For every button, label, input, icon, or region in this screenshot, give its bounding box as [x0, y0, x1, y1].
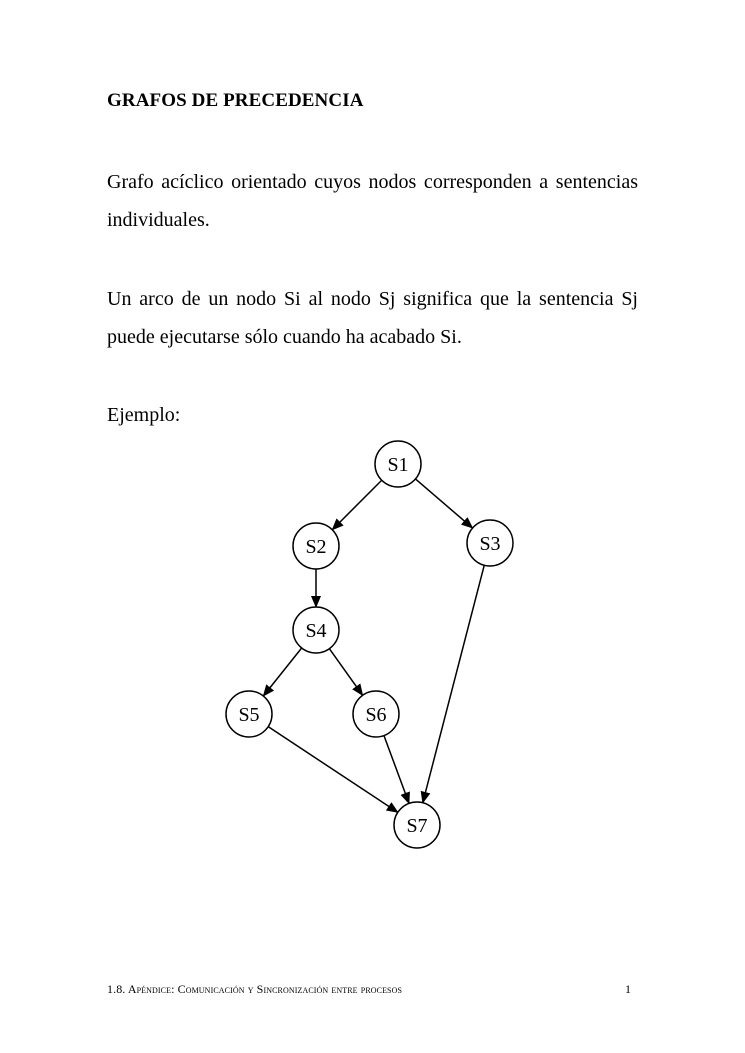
node-label: S1	[387, 454, 409, 476]
paragraph-arc-meaning: Un arco de un nodo Si al nodo Sj significa que la sentencia Sj puede ejecutarse sólo cuando ha acabado Si.	[107, 288, 638, 348]
node-s6	[353, 691, 399, 737]
edge-s3-s7	[423, 565, 484, 802]
page-title: GRAFOS DE PRECEDENCIA	[107, 90, 364, 111]
nodes-layer	[226, 441, 513, 848]
page-footer	[107, 982, 631, 997]
node-s4	[293, 607, 339, 653]
node-s3	[467, 520, 513, 566]
edge-s5-s7	[268, 727, 398, 813]
node-s5	[226, 691, 272, 737]
node-label: S4	[305, 620, 327, 642]
edge-s4-s5	[263, 648, 301, 696]
node-s1	[375, 441, 421, 487]
node-label: S6	[365, 704, 387, 726]
edge-s1-s2	[332, 480, 381, 529]
edge-s1-s3	[415, 479, 472, 528]
footer-page-number: 1	[625, 982, 631, 996]
edges-layer	[263, 479, 484, 812]
paragraph-example-label: Ejemplo:	[107, 404, 181, 426]
footer-chapter-title: 1.8. Apéndice: Comunicación y Sincronización entre procesos	[107, 982, 403, 996]
edge-s4-s6	[329, 649, 362, 696]
node-s7	[394, 802, 440, 848]
node-s2	[293, 523, 339, 569]
node-label: S5	[238, 704, 260, 726]
edge-s6-s7	[384, 736, 409, 804]
node-label: S7	[406, 815, 428, 837]
node-label: S2	[305, 536, 327, 558]
paragraph-definition: Grafo acíclico orientado cuyos nodos corresponden a sentencias individuales.	[107, 171, 638, 231]
node-label: S3	[479, 533, 501, 555]
